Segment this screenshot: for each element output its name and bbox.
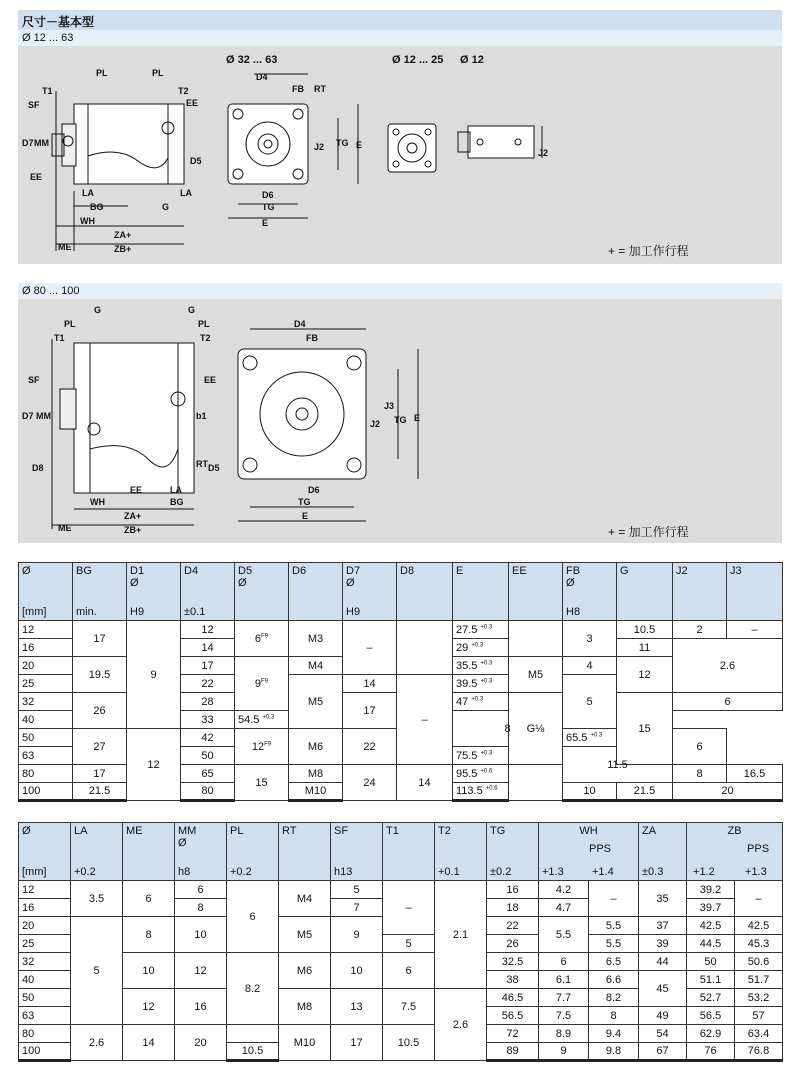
table-row: 12 3.5 6 6 6 M4 5 – 2.1 16 4.2 – 35 39.2 – [19,881,783,899]
svg-text:G: G [94,305,102,315]
svg-text:D7: D7 [22,411,34,421]
drawing-panel-12-63 [18,46,782,264]
svg-text:ZA+: ZA+ [114,230,132,240]
svg-text:G: G [162,202,170,212]
table-row: 80 2.6 14 20 M10 17 10.5 72 8.9 9.4 54 62.9 63.4 [19,1025,783,1043]
svg-text:J2: J2 [370,419,381,429]
svg-text:SF: SF [28,100,40,110]
label-32-63: Ø 32 ... 63 [226,54,278,66]
cylinder-drawing-2 [18,299,782,543]
dimension-table-1 [18,562,783,802]
svg-text:E: E [356,140,363,150]
hdr-d: Ø [mm] [19,823,71,881]
hdr-me: ME [123,823,175,881]
table-row: 40 33 54.5 $^{+0.3}$ 8 [19,711,783,729]
hdr-j3: J3 [727,563,783,621]
svg-text:EE: EE [186,98,199,108]
svg-text:b1: b1 [196,411,207,421]
cylinder-drawing-1 [18,46,782,264]
svg-text:D4: D4 [294,319,306,329]
svg-text:J2: J2 [314,142,325,152]
svg-text:TG: TG [394,415,407,425]
svg-text:D7: D7 [22,138,34,148]
table-row: 25 5 26 5.5 39 44.5 45.3 [19,935,783,953]
svg-text:PL: PL [198,319,210,329]
table-row: 50 27 12 42 $12^{F9}$ M6 22 65.5 $^{+0.3}$ 6 [19,729,783,747]
hdr-pl: PL +0.2 [227,823,279,881]
svg-text:WH: WH [80,216,95,226]
hdr-d1: D1 Ø H9 [127,563,181,621]
svg-text:T1: T1 [42,86,53,96]
table-row: 12 17 9 12 $6^{F9}$ M3 – 27.5 $^{+0.3}$ 3 10.5 2 – [19,621,783,639]
svg-text:J3: J3 [384,401,395,411]
table-row: 100 21.5 80 M10 113.5 $^{+0.6}$ 10 21.5 20 [19,783,783,801]
hdr-rt: RT [279,823,331,881]
table-row: 50 12 16 M8 13 7.5 2.6 46.5 7.7 8.2 52.7 53.2 [19,989,783,1007]
hdr-j2: J2 [673,563,727,621]
svg-text:LA: LA [170,485,182,495]
svg-text:PL: PL [152,68,164,78]
svg-text:TG: TG [262,202,275,212]
hdr-za: ZA ±0.3 [639,823,687,881]
stroke-note-2: + = 加工作行程 [608,525,689,539]
hdr-wh: WH PPS +1.3 +1.4 [539,823,639,881]
table-row: 100 10.5 89 9 9.8 67 76 76.8 [19,1043,783,1061]
table-row: 20 19.5 17 $9^{F9}$ M4 35.5 $^{+0.3}$ M5 4 12 [19,657,783,675]
svg-text:RT: RT [314,84,326,94]
svg-text:BG: BG [170,497,184,507]
table-row: 63 50 75.5 $^{+0.3}$ 11.5 [19,747,783,765]
stroke-note-1: + = 加工作行程 [608,244,689,258]
label-12: Ø 12 [460,54,484,66]
svg-text:T1: T1 [54,333,65,343]
svg-text:ME: ME [58,242,72,252]
svg-text:FB: FB [292,84,304,94]
dimension-table-2 [18,822,783,1062]
table-row: 80 17 65 15 M8 24 14 95.5 $^{+0.6}$ 8 16.5 [19,765,783,783]
hdr-d5: D5 Ø [235,563,289,621]
svg-text:T2: T2 [200,333,211,343]
svg-text:MM: MM [34,138,49,148]
hdr-bg: BG min. [73,563,127,621]
svg-text:D6: D6 [308,485,320,495]
svg-text:T2: T2 [178,86,189,96]
table-row: 25 22 M5 14 – 39.5 $^{+0.3}$ 5 [19,675,783,693]
drawing-panel-80-100 [18,299,782,543]
svg-text:RT: RT [196,459,208,469]
svg-text:ZB+: ZB+ [124,525,142,535]
table-row: 20 5 8 10 M5 9 22 5.5 5.5 37 42.5 42.5 [19,917,783,935]
svg-text:E: E [414,413,421,423]
hdr-d8: D8 [397,563,453,621]
table-row: 40 38 6.1 6.6 45 51.1 51.7 [19,971,783,989]
label-12-25: Ø 12 ... 25 [392,54,444,66]
hdr-d: Ø [mm] [19,563,73,621]
range-label-80-100: Ø 80 ... 100 [18,283,782,299]
svg-text:ZB+: ZB+ [114,244,132,254]
table-row: 63 56.5 7.5 8 49 56.5 57 [19,1007,783,1025]
svg-text:TG: TG [298,497,311,507]
svg-text:EE: EE [130,485,143,495]
svg-text:SF: SF [28,375,40,385]
hdr-t2: T2 +0.1 [435,823,487,881]
svg-text:ME: ME [58,523,72,533]
svg-text:D5: D5 [208,463,220,473]
svg-text:TG: TG [336,138,349,148]
hdr-d4: D4 ±0.1 [181,563,235,621]
svg-text:WH: WH [90,497,105,507]
table-row: 16 14 29 $^{+0.3}$ 11 2.6 [19,639,783,657]
hdr-e: E [453,563,509,621]
svg-text:EE: EE [30,172,43,182]
svg-text:D8: D8 [32,463,44,473]
hdr-tg: TG ±0.2 [487,823,539,881]
hdr-zb: ZB PPS +1.2 +1.3 [687,823,783,881]
hdr-fb: FB Ø H8 [563,563,617,621]
svg-text:E: E [262,218,269,228]
hdr-d6: D6 [289,563,343,621]
svg-text:LA: LA [82,188,94,198]
svg-text:FB: FB [306,333,318,343]
hdr-d7: D7 Ø H9 [343,563,397,621]
hdr-g: G [617,563,673,621]
hdr-sf: SF h13 [331,823,383,881]
hdr-t1: T1 [383,823,435,881]
hdr-mm: MM Ø h8 [175,823,227,881]
section-title: 尺寸－基本型 [18,10,782,30]
table-row: 32 26 28 17 47 $^{+0.3}$ G⅛ 15 6 [19,693,783,711]
svg-text:J2: J2 [538,148,549,158]
svg-text:EE: EE [204,375,217,385]
svg-text:MM: MM [36,411,51,421]
svg-text:G: G [188,305,196,315]
hdr-la: LA +0.2 [71,823,123,881]
svg-text:LA: LA [180,188,192,198]
table-row: 32 10 12 8.2 M6 10 6 32.5 6 6.5 44 50 50.6 [19,953,783,971]
svg-text:BG: BG [90,202,104,212]
svg-text:D5: D5 [190,156,202,166]
svg-text:PL: PL [64,319,76,329]
svg-text:PL: PL [96,68,108,78]
svg-text:D6: D6 [262,190,274,200]
range-label-12-63: Ø 12 ... 63 [18,30,782,46]
svg-text:ZA+: ZA+ [124,511,142,521]
table-row: 16 8 7 18 4.7 39.7 [19,899,783,917]
svg-text:D4: D4 [256,72,268,82]
svg-text:E: E [302,511,309,521]
hdr-ee: EE [509,563,563,621]
